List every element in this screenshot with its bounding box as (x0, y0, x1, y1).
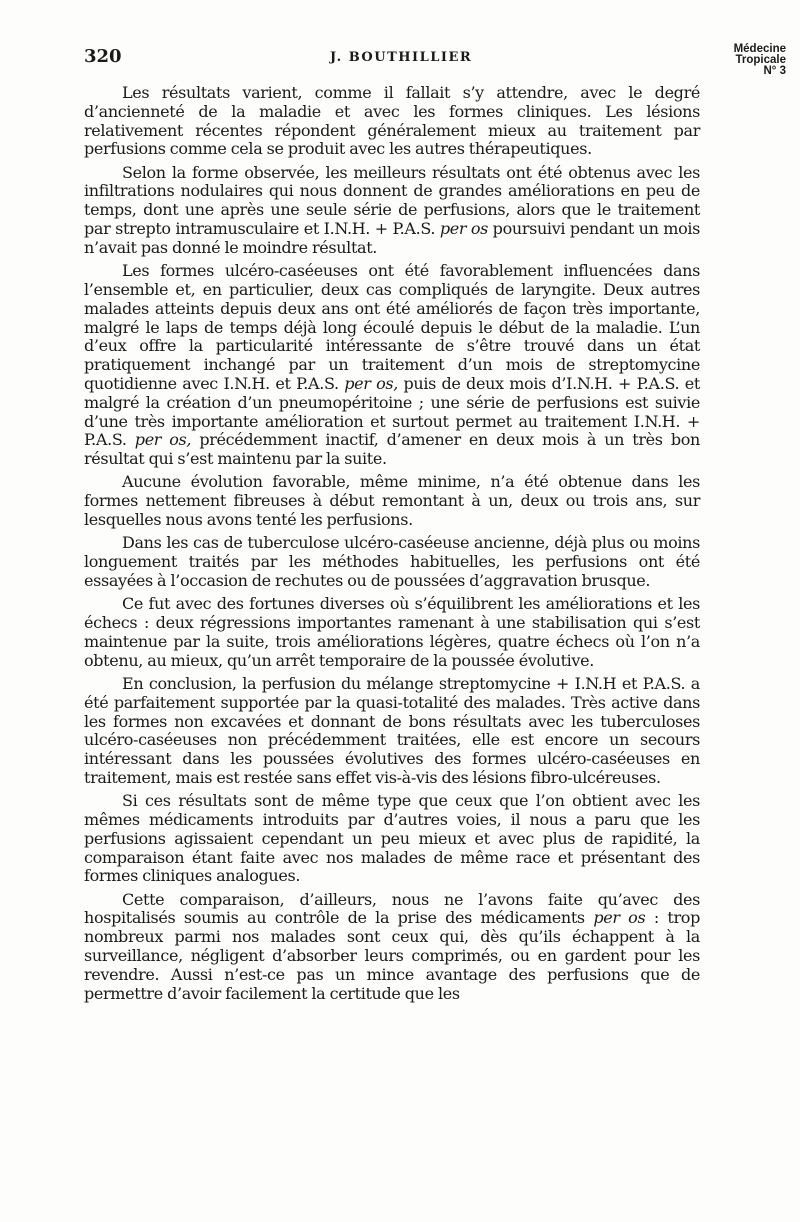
paragraph-3-italic-b: per os, (134, 430, 192, 450)
article-body (84, 84, 700, 1008)
paragraph-3 (84, 262, 700, 469)
paragraph-2-text-b: poursuivi pendant un mois n’avait pas donné le moindre résultat. (84, 219, 700, 257)
paragraph-9-text-a: Cette comparaison, d’ailleurs, nous ne l’avons faite qu’avec des hospitalisés soumis au contrôle de la prise des médicaments (84, 889, 700, 928)
running-title: J. BOUTHILLIER (330, 50, 473, 65)
journal-issue: N° 3 (763, 65, 786, 77)
journal-label (706, 44, 786, 77)
paragraph-2-italic: per os (439, 219, 488, 239)
paragraph-2 (84, 164, 700, 258)
paragraph-1: Les résultats varient, comme il fallait s’y attendre, avec le degré d’ancienneté de la maladie et avec les formes cliniques. Les lésions relativement récentes répondent généralement mieux au traitement par perfusions comme cela se produit avec les autres thérapeutiques. (84, 83, 700, 159)
paragraph-8: Si ces résultats sont de même type que ceux que l’on obtient avec les mêmes médicaments introduits par d’autres voies, il nous a paru que les perfusions agissaient cependant un peu mieux et avec plus de rapidité, la comparaison étant faite avec nos malades de même race et présentant des formes cliniques analogues. (84, 791, 700, 886)
paragraph-3-italic-a: per os, (344, 373, 398, 393)
paragraph-9 (84, 891, 700, 1004)
paragraph-3-text-c: précédemment inactif, d’amener en deux mois à un très bon résultat qui s’est maintenu par la suite. (84, 430, 700, 469)
journal-line-2: Tropicale (735, 54, 786, 66)
paragraph-6: Ce fut avec des fortunes diverses où s’équilibrent les améliorations et les échecs : deux régressions importantes ramenant à une stabilisation qui s’est maintenue par la suite, trois améliorations légères, quatre échecs où l’on n’a obtenu, au mieux, qu’un arrêt temporaire de la poussée évolutive. (84, 594, 700, 670)
paragraph-3-text-b: puis de deux mois d’I.N.H. + P.A.S. et malgré la création d’un pneumopéritoine ; une série de perfusions est suivie d’une très importante amélioration et surtout permet au traitement I.N.H. + P.A.S. (84, 373, 700, 450)
paragraph-3-text-a: Les formes ulcéro-caséeuses ont été favorablement influencées dans l’ensemble et, en particulier, deux cas compliqués de laryngite. Deux autres malades atteints depuis deux ans ont été améliorés de façon très importante, malgré le laps de temps déjà long écoulé depuis le début de la maladie. L’un d’eux offre la particularité intéressante de s’être trouvé dans un état pratiquement inchangé par un traitement d’un mois de streptomycine quotidienne avec I.N.H. et P.A.S. (84, 261, 700, 393)
paragraph-5: Dans les cas de tuberculose ulcéro-caséeuse ancienne, déjà plus ou moins longuement traités par les méthodes habituelles, les perfusions ont été essayées à l’occasion de rechutes ou de poussées d’aggravation brusque. (84, 533, 700, 590)
paragraph-4: Aucune évolution favorable, même minime, n’a été obtenue dans les formes nettement fibreuses à début remontant à un, deux ou trois ans, sur lesquelles nous avons tenté les perfusions. (84, 472, 700, 530)
paragraph-9-italic: per os (593, 908, 646, 928)
journal-line-1: Médecine (733, 43, 786, 55)
paragraph-2-text-a: Selon la forme observée, les meilleurs résultats ont été obtenus avec les infiltrations nodulaires qui nous donnent de grandes améliorations en peu de temps, dont une après une seule série de perfusions, alors que le traitement par strepto intramusculaire et I.N.H. + P.A.S. (84, 162, 700, 239)
paragraph-7: En conclusion, la perfusion du mélange streptomycine + I.N.H et P.A.S. a été parfaitement supportée par la quasi-totalité des malades. Très active dans les formes non excavées et donnant de bons résultats avec les tuberculoses ulcéro-caséeuses non précédemment traitées, elle est encore un secours intéressant dans les poussées évolutives des formes ulcéro-caséeuses en traitement, mais est restée sans effet vis-à-vis des lésions fibro-ulcéreuses. (84, 673, 700, 787)
paragraph-9-text-b: : trop nombreux parmi nos malades sont ceux qui, dès qu’ils échappent à la surveillance, négligent d’absorber leurs comprimés, ou en gardent pour les revendre. Aussi n’est-ce pas un mince avantage des perfusions que de permettre d’avoir facilement la certitude que les (84, 908, 700, 1003)
page-number: 320 (84, 46, 122, 67)
